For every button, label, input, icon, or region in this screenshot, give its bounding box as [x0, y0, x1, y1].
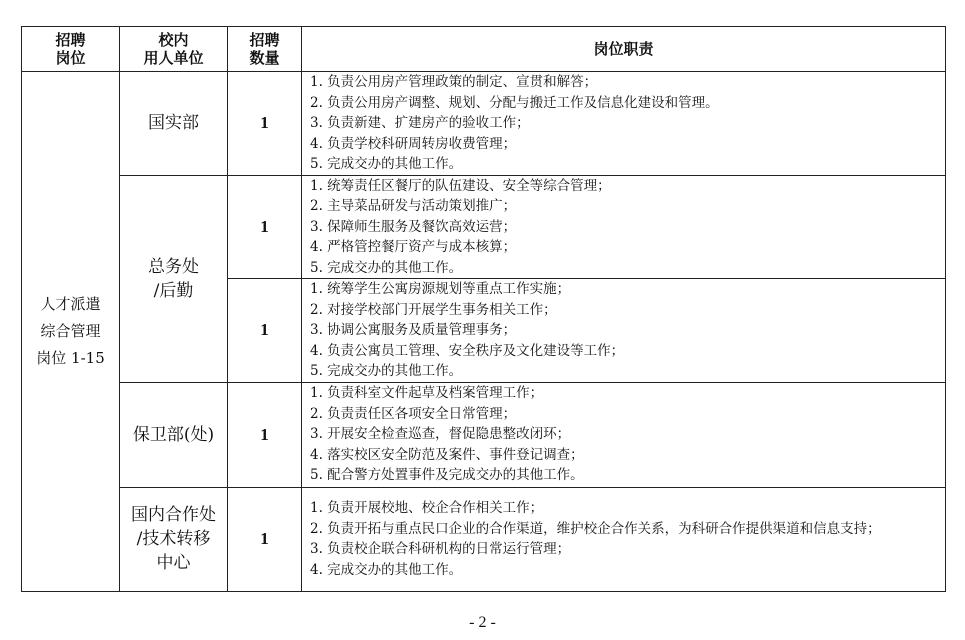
post-name-line-3: 岗位 1-15 [36, 348, 105, 367]
duty-cell [302, 72, 946, 176]
duty-line: 1. 负责开展校地、校企合作相关工作； [310, 500, 544, 516]
duty-cell [302, 487, 946, 591]
duty-line: 4. 负责学校科研周转房收费管理； [310, 135, 517, 152]
duty-line: 3. 负责校企联合科研机构的日常运行管理； [310, 541, 571, 557]
unit-cell [120, 382, 228, 487]
unit-line: 中心 [156, 553, 191, 573]
duty-cell [302, 175, 946, 279]
count-cell: 1 [228, 382, 302, 487]
recruitment-table [21, 26, 946, 592]
header-count-line-2: 数量 [249, 49, 280, 67]
post-name-line-2: 综合管理 [40, 321, 101, 340]
duty-line: 3. 开展安全检查巡查，督促隐患整改闭环； [310, 426, 571, 443]
duty-line: 2. 负责公用房产调整、规划、分配与搬迁工作及信息化建设和管理。 [310, 94, 719, 111]
header-post-line-1: 招聘 [55, 31, 86, 49]
duty-line: 1. 统筹学生公寓房源规划等重点工作实施； [310, 281, 571, 297]
unit-line: /技术转移 [136, 529, 211, 549]
table-row [22, 175, 946, 279]
unit-line: 国实部 [148, 113, 199, 134]
header-row [22, 27, 946, 72]
count-cell: 1 [228, 72, 302, 176]
duty-line: 2. 主导菜品研发与活动策划推广； [310, 198, 517, 214]
duty-line: 3. 协调公寓服务及质量管理事务； [310, 322, 517, 338]
count-cell: 1 [228, 175, 302, 279]
header-post [22, 27, 120, 72]
page-number: - 2 - [469, 614, 496, 631]
duty-line: 4. 完成交办的其他工作。 [310, 561, 463, 578]
unit-cell [120, 175, 228, 382]
header-count [228, 27, 302, 72]
duty-line: 5. 完成交办的其他工作。 [310, 156, 463, 172]
count-cell: 1 [228, 487, 302, 591]
header-duty: 岗位职责 [302, 27, 946, 72]
duty-line: 3. 保障师生服务及餐饮高效运营； [310, 218, 517, 235]
unit-cell [120, 72, 228, 176]
duty-line: 5. 配合警方处置事件及完成交办的其他工作。 [310, 467, 584, 484]
header-count-line-1: 招聘 [249, 31, 280, 49]
header-unit-line-2: 用人单位 [143, 49, 204, 67]
duty-line: 4. 严格管控餐厅资产与成本核算； [310, 239, 517, 255]
duty-line: 5. 完成交办的其他工作。 [310, 259, 463, 276]
duty-line: 1. 负责公用房产管理政策的制定、宣贯和解答； [310, 74, 598, 90]
count-cell: 1 [228, 279, 302, 383]
table-row [22, 382, 946, 487]
duty-line: 4. 落实校区安全防范及案件、事件登记调查； [310, 446, 584, 463]
table-row [22, 487, 946, 591]
unit-line: 国内合作处 [131, 505, 216, 525]
unit-line: 保卫部(处) [132, 424, 215, 445]
unit-cell [120, 487, 228, 591]
post-name-cell [22, 72, 120, 592]
duty-line: 4. 负责公寓员工管理、安全秩序及文化建设等工作； [310, 342, 625, 359]
duty-line: 3. 负责新建、扩建房产的验收工作； [310, 115, 530, 131]
unit-line: /后勤 [153, 280, 194, 301]
duty-line: 5. 完成交办的其他工作。 [310, 363, 463, 379]
unit-line: 总务处 [148, 256, 199, 277]
header-unit [120, 27, 228, 72]
duty-line: 2. 负责开拓与重点民口企业的合作渠道，维护校企合作关系，为科研合作提供渠道和信息支持； [310, 520, 881, 537]
duty-line: 2. 对接学校部门开展学生事务相关工作； [310, 301, 557, 318]
duty-line: 1. 负责科室文件起草及档案管理工作； [310, 385, 544, 402]
header-post-line-2: 岗位 [55, 49, 86, 67]
duty-line: 2. 负责责任区各项安全日常管理； [310, 405, 517, 422]
header-unit-line-1: 校内 [158, 31, 189, 49]
duty-cell [302, 382, 946, 487]
duty-line: 1. 统筹责任区餐厅的队伍建设、安全等综合管理； [310, 177, 611, 194]
duty-cell [302, 279, 946, 383]
post-name-line-1: 人才派遣 [40, 294, 101, 313]
table-row [22, 72, 946, 176]
